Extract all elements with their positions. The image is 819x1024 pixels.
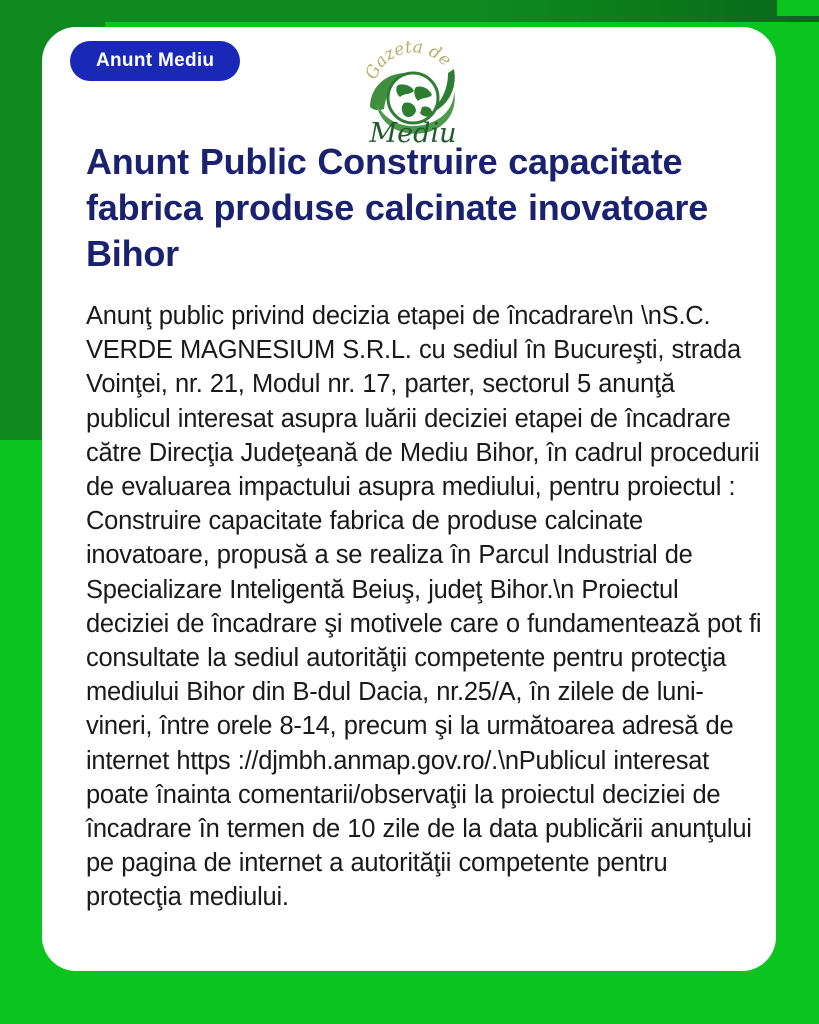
category-badge[interactable]: Anunt Mediu: [70, 41, 240, 81]
card-header: [42, 27, 776, 147]
announcement-body-text: Anunţ public privind decizia etapei de încadrare\n \nS.C. VERDE MAGNESIUM S.R.L. cu sediul în Bucureşti, strada Voinţei, nr. 21, Modul nr. 17, parter, sectorul 5 anunţă publicul interesat asupra luării deciziei etapei de încadrare către Direcţia Judeţeană de Mediu Bihor, în cadrul procedurii de evaluarea impactului asupra mediului, pentru proiectul : Construire capacitate fabrica de produse calcinate inovatoare, propusă a se realiza în Parcul Industrial de Specializare Inteligentă Beiuş, judeţ Bihor.\n Proiectul deciziei de încadrare şi motivele care o fundamentează pot fi consultate la sediul autorităţii competente pentru protecţia mediului Bihor din B-dul Dacia, nr.25/A, în zilele de luni-vineri, între orele 8-14, precum şi la următoarea adresă de internet https ://djmbh.anmap.gov.ro/.\nPublicul interesat poate înainta comentarii/observaţii la proiectul deciziei de încadrare în termen de 10 zile de la data publicării anunţului pe pagina de internet a autorităţii competente pentru protecţia mediului.: [86, 302, 769, 912]
page-title: Anunt Public Construire capacitate fabrica produse calcinate inovatoare Bihor: [86, 141, 709, 274]
announcement-card: [42, 27, 776, 971]
svg-text:Gazeta de: Gazeta de: [361, 37, 456, 83]
background-top-right-notch: [777, 0, 819, 16]
gazeta-de-mediu-logo-icon: [354, 29, 472, 147]
background-top-dark-strip: [0, 0, 819, 22]
svg-text:Mediu: Mediu: [369, 118, 457, 147]
